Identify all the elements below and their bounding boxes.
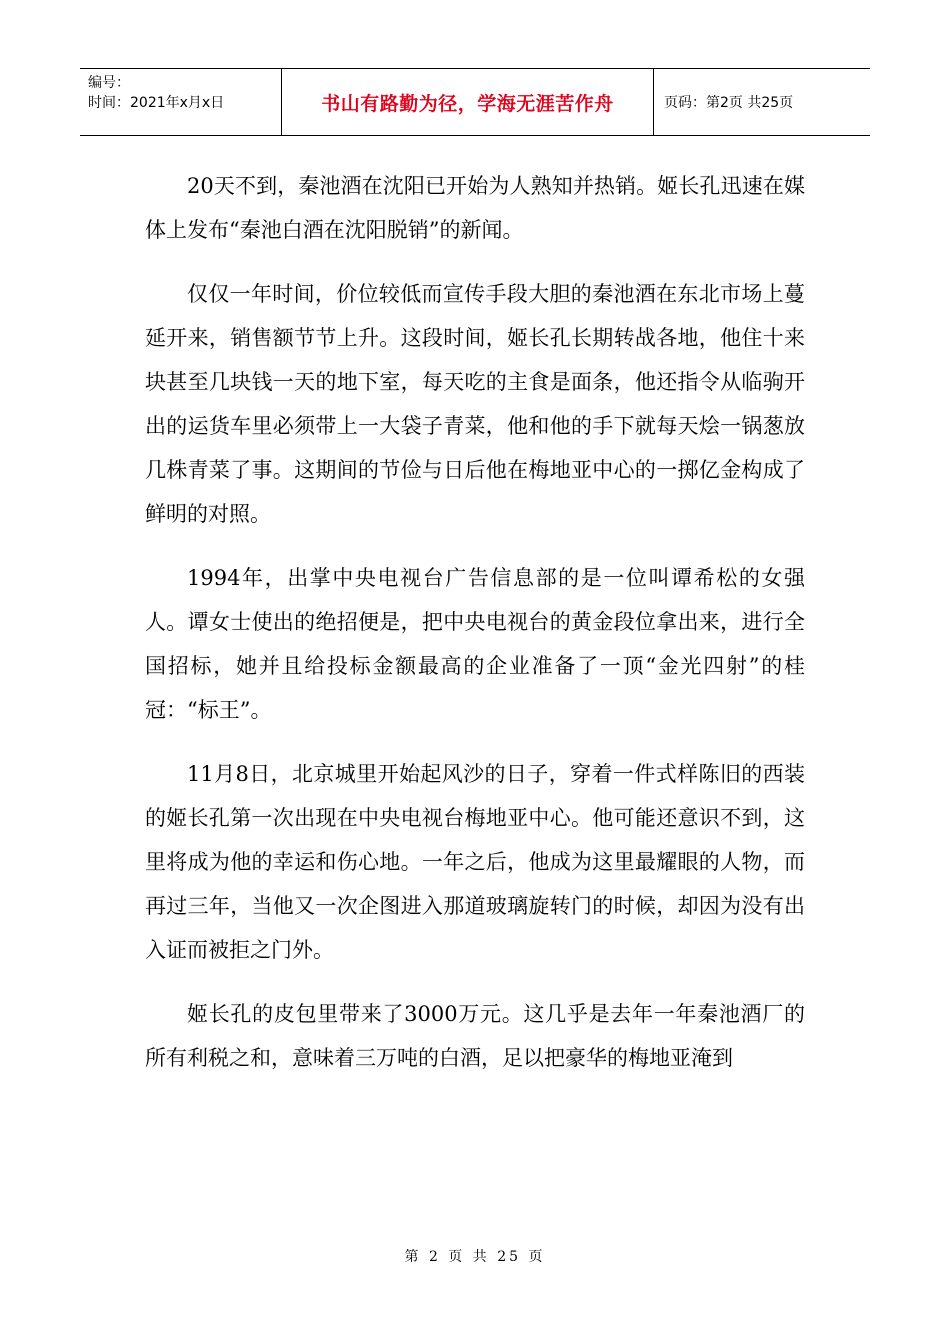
header-meta bbox=[80, 69, 282, 135]
document-body bbox=[145, 164, 805, 1100]
paragraph: 20天不到，秦池酒在沈阳已开始为人熟知并热销。姬长孔迅速在媒体上发布“秦池白酒在沈阳脱销”的新闻。 bbox=[145, 174, 805, 242]
paragraph: 11月8日，北京城里开始起风沙的日子，穿着一件式样陈旧的西装的姬长孔第一次出现在中央电视台梅地亚中心。他可能还意识不到，这里将成为他的幸运和伤心地。一年之后，他成为这里最耀眼的人物，而再过三年，当他又一次企图进入那道玻璃旋转门的时候，却因为没有出入证而被拒之门外。 bbox=[145, 762, 805, 962]
header-page-info: 页码：第2页 共25页 bbox=[664, 95, 794, 111]
document-header bbox=[80, 68, 870, 136]
header-motto: 书山有路勤为径，学海无涯苦作舟 bbox=[282, 69, 654, 135]
number-label: 编号： bbox=[88, 75, 130, 91]
time-label: 时间：2021年x月x日 bbox=[88, 95, 225, 111]
paragraph: 1994年，出掌中央电视台广告信息部的是一位叫谭希松的女强人。谭女士使出的绝招便是，把中央电视台的黄金段位拿出来，进行全国招标，她并且给投标金额最高的企业准备了一顶“金光四射”的桂冠：“标王”。 bbox=[145, 566, 805, 722]
page-footer: 第 2 页 共 25 页 bbox=[404, 1249, 546, 1265]
paragraph: 姬长孔的皮包里带来了3000万元。这几乎是去年一年秦池酒厂的所有利税之和，意味着三万吨的白酒，足以把豪华的梅地亚淹到 bbox=[145, 1002, 805, 1070]
paragraph: 仅仅一年时间，价位较低而宣传手段大胆的秦池酒在东北市场上蔓延开来，销售额节节上升。这段时间，姬长孔长期转战各地，他住十来块甚至几块钱一天的地下室，每天吃的主食是面条，他还指令从临驹开出的运货车里必须带上一大袋子青菜，他和他的手下就每天烩一锅葱放几株青菜了事。这期间的节俭与日后他在梅地亚中心的一掷亿金构成了鲜明的对照。 bbox=[145, 282, 805, 526]
